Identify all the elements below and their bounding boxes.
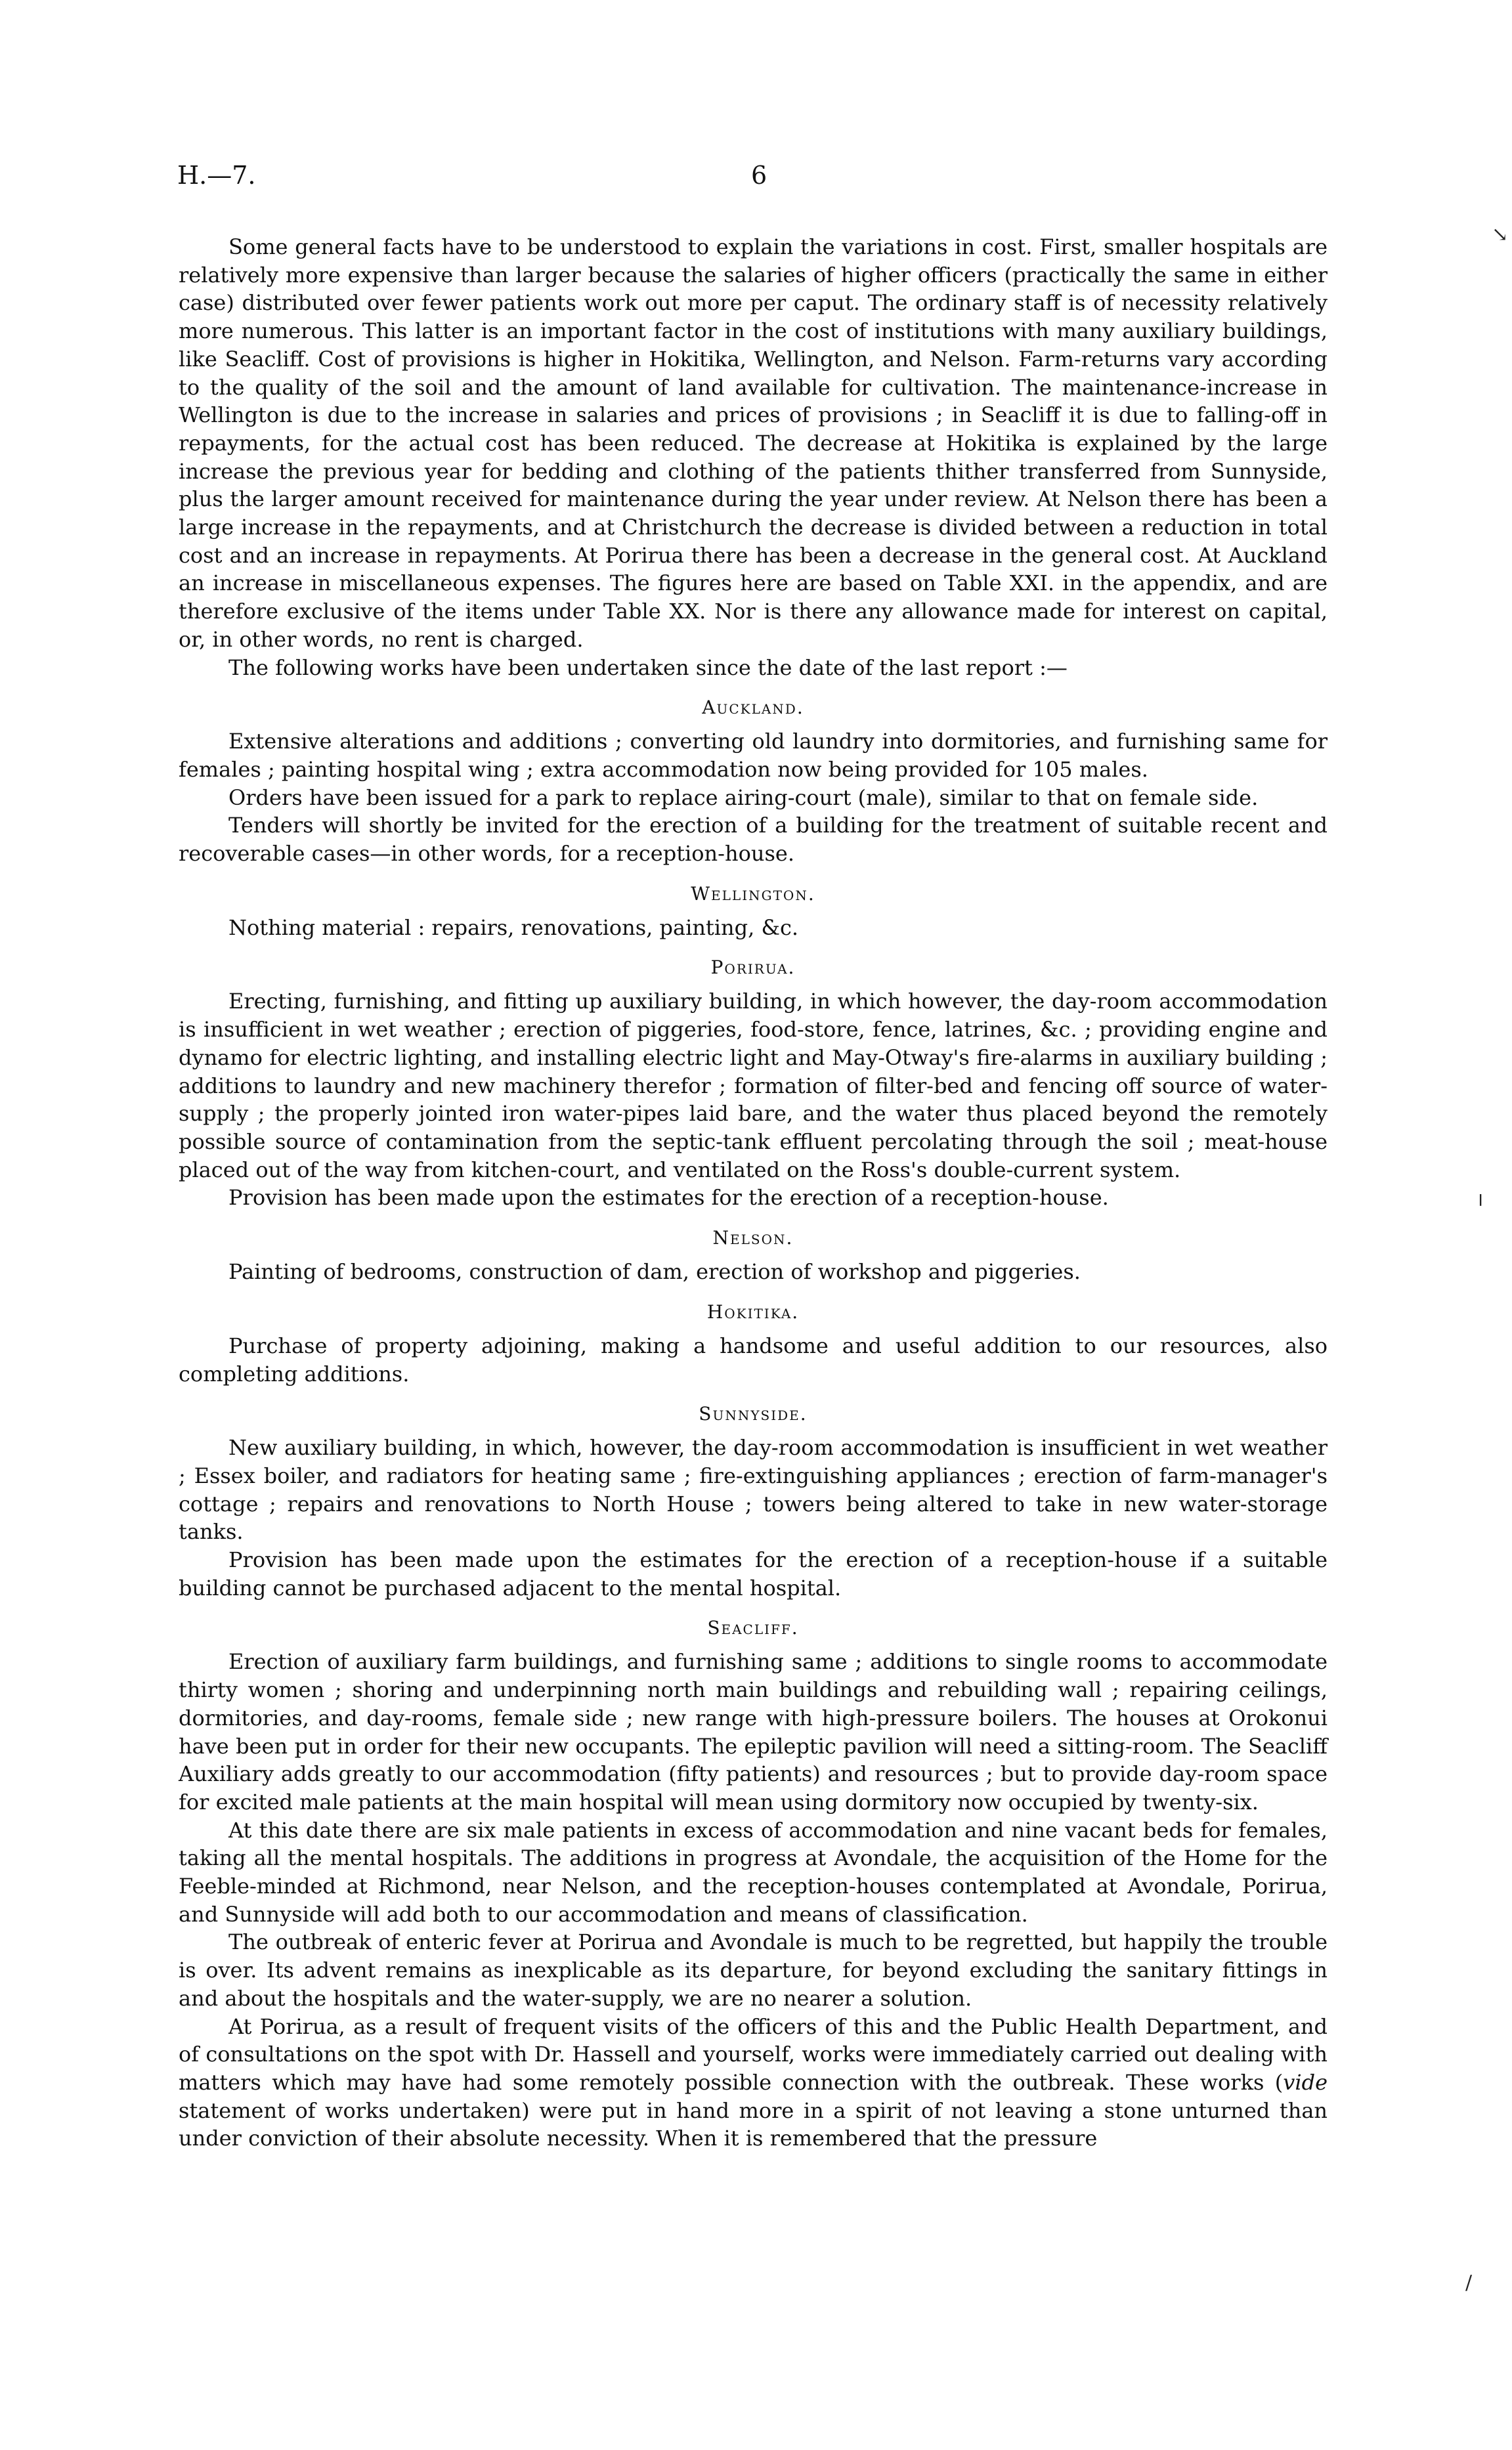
paragraph: Extensive alterations and additions ; converting old laundry into dormitories, and furnishing same for females ; painting hospital wing ; extra accommodation now being provided for 105 males. bbox=[179, 729, 1328, 782]
paragraph-porirua-works bbox=[179, 2013, 1328, 2153]
page-number: 6 bbox=[751, 161, 767, 190]
text-run: At Porirua, as a result of frequent visits of the officers of this and the Public Health Department, and of consultations on the spot with Dr. Hassell and yourself, works were immediately carried out dealing with matters which may have had some remotely possible connection with the outbreak. These works ( bbox=[179, 2013, 1328, 2095]
paragraph: The outbreak of enteric fever at Porirua and Avondale is much to be regretted, but happily the trouble is over. Its advent remains as inexplicable as its departure, for beyond excluding the sanitary fittings in and about the hospitals and the water-supply, we are no nearer a solution. bbox=[179, 1929, 1328, 2011]
paragraph: At this date there are six male patients in excess of accommodation and nine vacant beds for females, taking all the mental hospitals. The additions in progress at Avondale, the acquisition of the Home for the Feeble-minded at Richmond, near Nelson, and the reception-houses contemplated at Avondale, Porirua, and Sunnyside will add both to our accommodation and means of classification. bbox=[179, 1817, 1328, 1927]
section-heading-seacliff: Seacliff. bbox=[707, 1617, 799, 1639]
paragraph: Painting of bedrooms, construction of dam, erection of workshop and piggeries. bbox=[228, 1259, 1081, 1285]
paragraph: Erecting, furnishing, and fitting up auxiliary building, in which however, the day-room accommodation is insufficient in wet weather ; erection of piggeries, food-store, fence, latrines, &c. ; providing engine and dynamo for electric lighting, and installing electric light and May-Otway's fire-alarms in auxiliary building ; additions to laundry and new machinery therefor ; formation of filter-bed and fencing off source of water-supply ; the properly jointed iron water-pipes laid bare, and the water thus placed beyond the remotely possible source of contamination from the septic-tank effluent percolating through the soil ; meat-house placed out of the way from kitchen-court, and ventilated on the Ross's double-current system. bbox=[179, 989, 1328, 1182]
section-heading-porirua: Porirua. bbox=[710, 956, 796, 979]
section-heading-hokitika: Hokitika. bbox=[706, 1300, 800, 1323]
section-heading-sunnyside: Sunnyside. bbox=[699, 1403, 808, 1425]
paragraph: New auxiliary building, in which, however, the day-room accommodation is insufficient in wet weather ; Essex boiler, and radiators for heating same ; fire-extinguishing appliances ; erection of farm-manager's cottage ; repairs and renovations to North House ; towers being altered to take in new water-storage tanks. bbox=[179, 1435, 1328, 1545]
paragraph: Erection of auxiliary farm buildings, and furnishing same ; additions to single rooms to accommodate thirty women ; shoring and underpinning north main buildings and rebuilding wall ; repairing ceilings, dormitories, and day-rooms, female side ; new range with high-pressure boilers. The houses at Orokonui have been put in order for their new occupants. The epileptic pavilion will need a sitting-room. The Seacliff Auxiliary adds greatly to our accommodation (fifty patients) and resources ; but to provide day-room space for excited male patients at the main hospital will mean using dormitory now occupied by twenty-six. bbox=[179, 1649, 1328, 1815]
paragraph: Orders have been issued for a park to replace airing-court (male), similar to that on female side. bbox=[228, 784, 1259, 810]
paragraph-works-intro: The following works have been undertaken since the date of the last report :— bbox=[228, 655, 1068, 680]
italic-term: vide bbox=[1283, 2069, 1328, 2095]
scan-mark: ↘ bbox=[1492, 223, 1509, 246]
scan-mark: ╵ bbox=[1475, 1195, 1487, 1218]
scan-mark: ∕ bbox=[1465, 2271, 1473, 2294]
paragraph: Provision has been made upon the estimates for the erection of a reception-house if a suitable building cannot be purchased adjacent to the mental hospital. bbox=[179, 1547, 1328, 1601]
section-heading-auckland: Auckland. bbox=[702, 697, 804, 719]
document-reference: H.—7. bbox=[177, 161, 256, 190]
paragraph: Provision has been made upon the estimates for the erection of a reception-house. bbox=[228, 1185, 1109, 1211]
page-header bbox=[177, 161, 1328, 200]
text-run: statement of works undertaken) were put in hand more in a spirit of not leaving a stone unturned than under conviction of their absolute necessity. When it is remembered that the pressure bbox=[179, 2097, 1328, 2151]
paragraph-cost-variations: Some general facts have to be understood to explain the variations in cost. First, smaller hospitals are relatively more expensive than larger because the salaries of higher officers (practically the same in either case) distributed over fewer patients work out more per caput. The ordinary staff is of necessity relatively more numerous. This latter is an important factor in the cost of institutions with many auxiliary buildings, like Seacliff. Cost of provisions is higher in Hokitika, Wellington, and Nelson. Farm-returns vary according to the quality of the soil and the amount of land available for cultivation. The maintenance-increase in Wellington is due to the increase in salaries and prices of provisions ; in Seacliff it is due to falling-off in repayments, for the actual cost has been reduced. The decrease at Hokitika is explained by the large increase the previous year for bedding and clothing of the patients thither transferred from Sunnyside, plus the larger amount received for maintenance during the year under review. At Nelson there has been a large increase in the repayments, and at Christchurch the decrease is divided between a reduction in total cost and an increase in repayments. At Porirua there has been a decrease in the general cost. At Auckland an increase in miscellaneous expenses. The figures here are based on Table XXI. in the appendix, and are therefore exclusive of the items under Table XX. Nor is there any allowance made for interest on capital, or, in other words, no rent is charged. bbox=[179, 234, 1328, 652]
paragraph: Tenders will shortly be invited for the erection of a building for the treatment of suitable recent and recoverable cases—in other words, for a reception-house. bbox=[179, 813, 1328, 867]
paragraph: Purchase of property adjoining, making a handsome and useful addition to our resources, also completing additions. bbox=[179, 1333, 1328, 1386]
document-body bbox=[179, 233, 1328, 2153]
section-heading-wellington: Wellington. bbox=[691, 882, 815, 905]
paragraph: Nothing material : repairs, renovations, painting, &c. bbox=[228, 914, 799, 940]
section-heading-nelson: Nelson. bbox=[712, 1227, 794, 1249]
